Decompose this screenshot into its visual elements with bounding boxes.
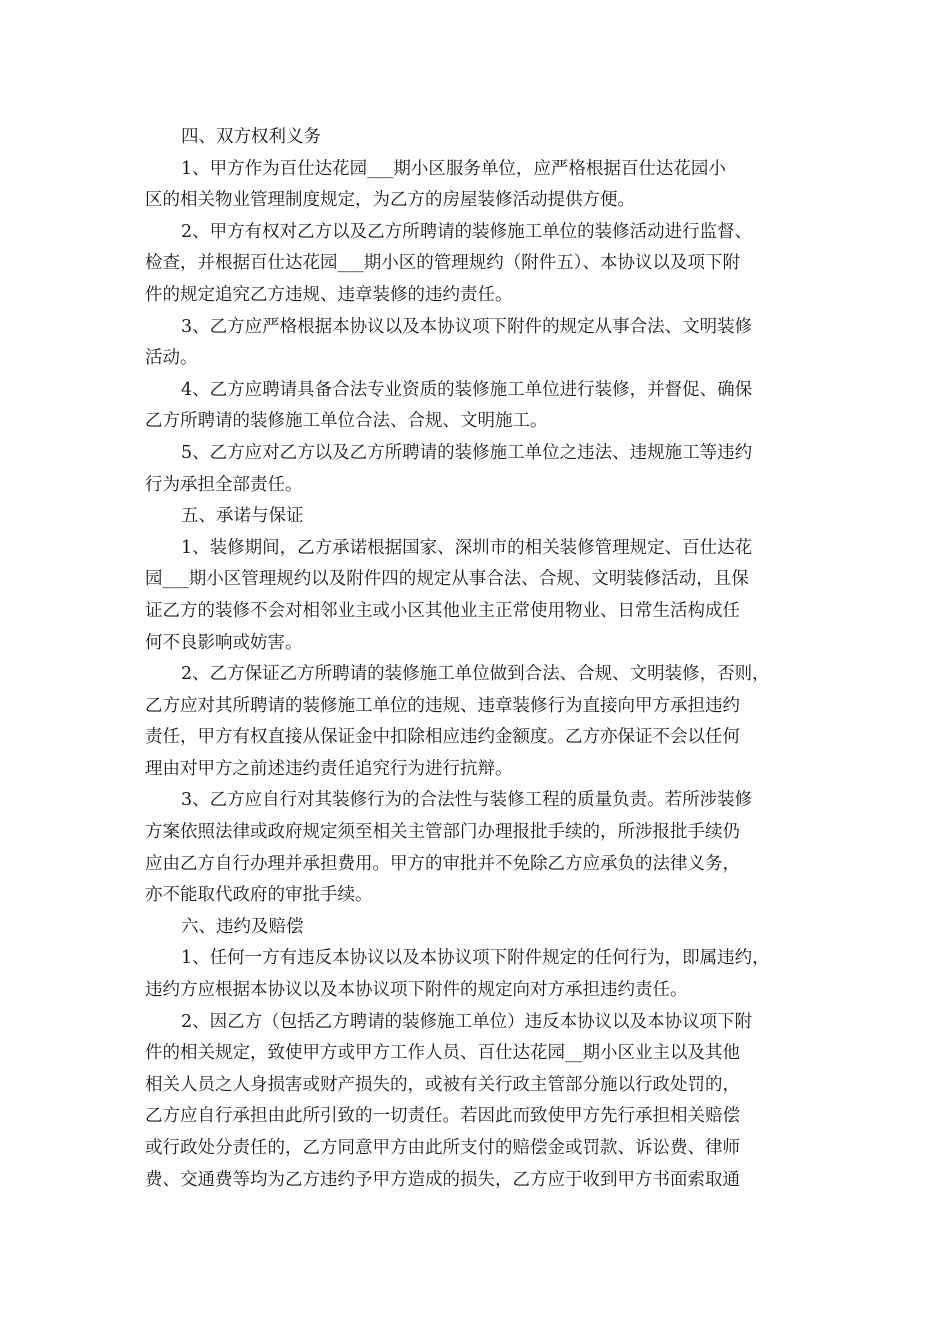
text-line: 2、乙方保证乙方所聘请的装修施工单位做到合法、合规、文明装修，否则，	[181, 664, 770, 685]
text-line: 行为承担全部责任。	[145, 474, 303, 495]
text-line: 活动。	[145, 348, 198, 369]
text-line: 2、甲方有权对乙方以及乙方所聘请的装修施工单位的装修活动进行监督、	[181, 221, 753, 242]
text-line: 费、交通费等均为乙方违约予甲方造成的损失，乙方应于收到甲方书面索取通	[145, 1169, 740, 1190]
text-line: 1、任何一方有违反本协议以及本协议项下附件规定的任何行为，即属违约，	[181, 948, 770, 969]
text-line: 六、违约及赔偿	[181, 916, 304, 937]
text-line: 何不良影响或妨害。	[145, 632, 303, 653]
text-line: 应由乙方自行办理并承担费用。甲方的审批并不免除乙方应承负的法律义务，	[145, 853, 740, 874]
text-line: 3、乙方应自行对其装修行为的合法性与装修工程的质量负责。若所涉装修	[181, 790, 753, 811]
text-line: 亦不能取代政府的审批手续。	[145, 885, 373, 906]
text-line: 乙方所聘请的装修施工单位合法、合规、文明施工。	[145, 411, 548, 432]
text-line: 件的相关规定，致使甲方或甲方工作人员、百仕达花园__期小区业主以及其他	[145, 1043, 740, 1064]
text-line: 园___期小区管理规约以及附件四的规定从事合法、合规、文明装修活动，且保	[145, 569, 749, 590]
text-line: 5、乙方应对乙方以及乙方所聘请的装修施工单位之违法、违规施工等违约	[181, 442, 753, 463]
text-line: 责任，甲方有权直接从保证金中扣除相应违约金额度。乙方亦保证不会以任何	[145, 727, 740, 748]
text-line: 方案依照法律或政府规定须至相关主管部门办理报批手续的，所涉报批手续仍	[145, 822, 740, 843]
text-line: 违约方应根据本协议以及本协议项下附件的规定向对方承担违约责任。	[145, 980, 688, 1001]
text-line: 理由对甲方之前述违约责任追究行为进行抗辩。	[145, 758, 513, 779]
text-line: 相关人员之人身损害或财产损失的，或被有关行政主管部分施以行政处罚的，	[145, 1074, 740, 1095]
text-line: 2、因乙方（包括乙方聘请的装修施工单位）违反本协议以及本协议项下附	[181, 1011, 753, 1032]
text-line: 1、装修期间，乙方承诺根据国家、深圳市的相关装修管理规定、百仕达花	[181, 537, 753, 558]
document-body	[145, 122, 810, 1196]
text-line: 1、甲方作为百仕达花园___期小区服务单位，应严格根据百仕达花园小	[181, 158, 726, 179]
text-line: 件的规定追究乙方违规、违章装修的违约责任。	[145, 284, 513, 305]
text-line: 或行政处分责任的，乙方同意甲方由此所支付的赔偿金或罚款、诉讼费、律师	[145, 1138, 740, 1158]
text-line: 检查，并根据百仕达花园___期小区的管理规约（附件五）、本协议以及项下附	[145, 253, 740, 274]
text-line: 四、双方权利义务	[181, 127, 321, 147]
text-line: 乙方应对其所聘请的装修施工单位的违规、违章装修行为直接向甲方承担违约	[145, 695, 740, 716]
text-line: 五、承诺与保证	[181, 506, 304, 527]
text-line: 4、乙方应聘请具备合法专业资质的装修施工单位进行装修，并督促、确保	[181, 379, 753, 400]
text-line: 乙方应自行承担由此所引致的一切责任。若因此而致使甲方先行承担相关赔偿	[145, 1106, 740, 1127]
text-line: 证乙方的装修不会对相邻业主或小区其他业主正常使用物业、日常生活构成任	[145, 600, 740, 621]
text-line: 3、乙方应严格根据本协议以及本协议项下附件的规定从事合法、文明装修	[181, 316, 753, 337]
text-line: 区的相关物业管理制度规定，为乙方的房屋装修活动提供方便。	[145, 190, 635, 211]
